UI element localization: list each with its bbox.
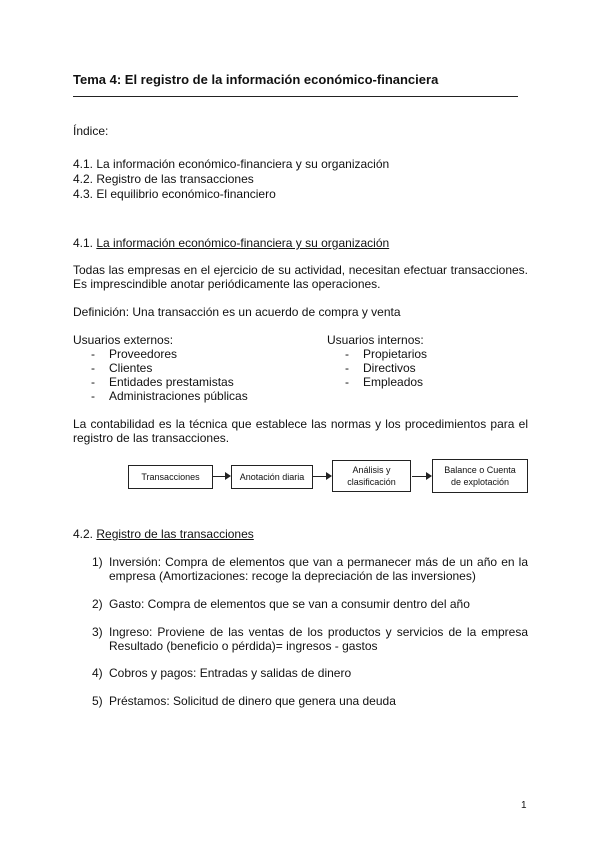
item-number: 4) [92, 666, 103, 680]
flow-arrow [412, 476, 427, 477]
item-text: Gasto: Compra de elementos que se van a consumir dentro del año [109, 597, 470, 611]
list-item: - Directivos [327, 361, 427, 375]
index-item: 4.2. Registro de las transacciones [73, 172, 254, 186]
internal-users-list [327, 347, 427, 389]
external-users-label: Usuarios externos: [73, 333, 174, 347]
page-number: 1 [521, 800, 527, 811]
internal-users-label: Usuarios internos: [327, 333, 424, 347]
item-text: Inversión: Compra de elementos que van a permanecer más de un año en la empresa (Amortizaciones: recoge la depreciación de las inversiones) [109, 555, 528, 583]
page-title: Tema 4: El registro de la información económico-financiera [73, 72, 439, 87]
item-number: 3) [92, 625, 103, 639]
section2-heading [73, 527, 254, 541]
list-item [92, 625, 528, 653]
list-item [92, 666, 528, 680]
section1-title: La información económico-financiera y su organización [96, 236, 390, 250]
section1-heading [73, 236, 389, 250]
item-text: Préstamos: Solicitud de dinero que genera una deuda [109, 694, 396, 708]
list-item: - Administraciones públicas [73, 389, 248, 403]
list-item: - Entidades prestamistas [73, 375, 248, 389]
title-divider [73, 96, 518, 97]
flow-arrow [312, 476, 327, 477]
flow-box-analisis: Análisis y clasificación [332, 460, 411, 492]
flow-box-anotacion: Anotación diaria [231, 465, 313, 489]
section2-title: Registro de las transacciones [96, 527, 254, 541]
list-item: - Empleados [327, 375, 427, 389]
list-item: - Propietarios [327, 347, 427, 361]
list-item [92, 597, 528, 611]
index-item: 4.1. La información económico-financiera y su organización [73, 157, 390, 171]
external-users-list [73, 347, 248, 403]
item-text: Cobros y pagos: Entradas y salidas de dinero [109, 666, 352, 680]
flow-arrow [212, 476, 226, 477]
item-number: 1) [92, 555, 103, 569]
index-heading: Índice: [73, 124, 109, 138]
item-number: 2) [92, 597, 103, 611]
list-item: - Clientes [73, 361, 248, 375]
item-text: Ingreso: Proviene de las ventas de los productos y servicios de la empresa Resultado (beneficio o pérdida)= ingresos - gastos [109, 625, 528, 653]
internal-users-block [327, 333, 427, 389]
item-number: 5) [92, 694, 103, 708]
list-item: - Proveedores [73, 347, 248, 361]
index-item: 4.3. El equilibrio económico-financiero [73, 187, 276, 201]
section2-number: 4.2. [73, 527, 94, 541]
section1-number: 4.1. [73, 236, 94, 250]
flow-box-transacciones: Transacciones [128, 465, 213, 489]
definition-text: Definición: Una transacción es un acuerdo de compra y venta [73, 305, 401, 319]
accounting-definition: La contabilidad es la técnica que establece las normas y los procedimientos para el registro de las transacciones. [73, 417, 528, 445]
external-users-block [73, 333, 248, 403]
section1-intro: Todas las empresas en el ejercicio de su actividad, necesitan efectuar transacciones. Es imprescindible anotar periódicamente las operaciones. [73, 263, 528, 291]
list-item [92, 694, 528, 708]
flow-box-balance: Balance o Cuenta de explotación [432, 459, 528, 493]
list-item [92, 555, 528, 583]
